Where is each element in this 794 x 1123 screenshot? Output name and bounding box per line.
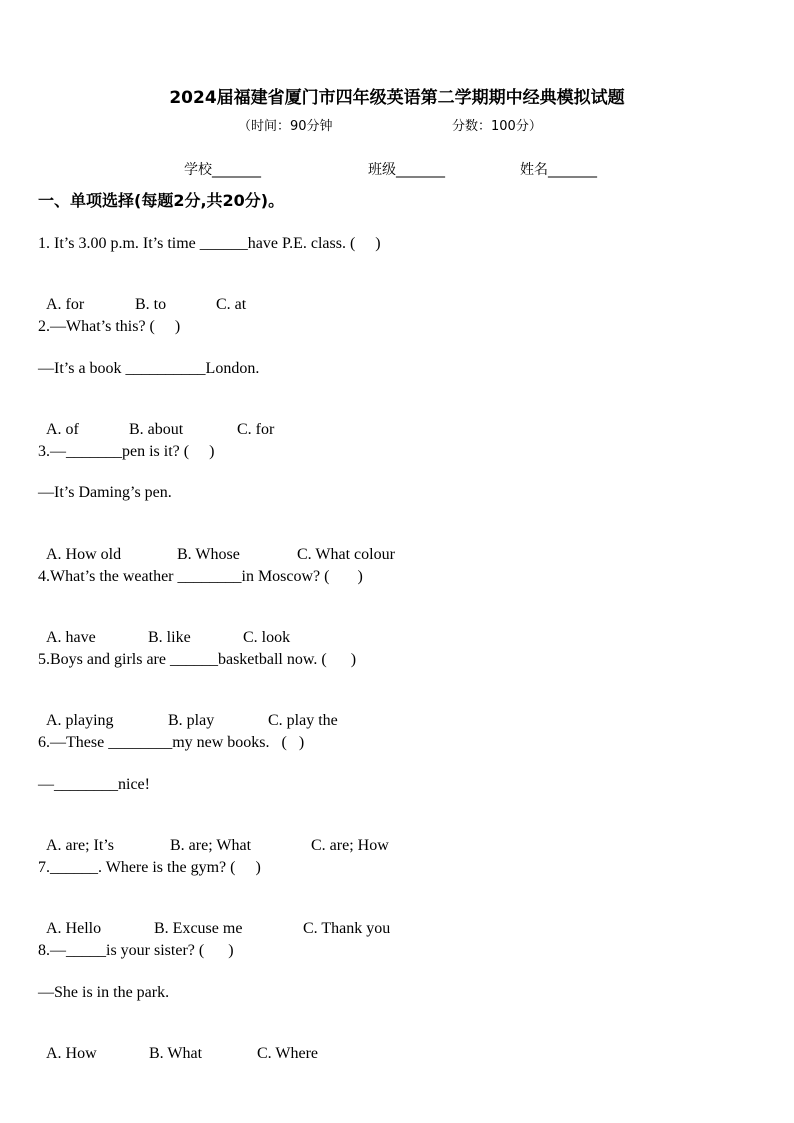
option-c: C. play the (268, 712, 338, 729)
option-c: C. What colour (297, 546, 395, 563)
option-b: B. about (129, 421, 184, 438)
class-field: 班级_______ (368, 162, 445, 178)
option-b: B. are; What (170, 837, 252, 854)
question-4-text: 4.What’s the weather ________in Moscow? ( ) (38, 568, 363, 585)
question-3-options (38, 525, 395, 565)
exam-score: 分数：100分） (452, 119, 542, 134)
question-2-text: 2.—What’s this? ( ) (38, 318, 181, 335)
option-b: B. What (149, 1045, 203, 1062)
option-a: A. How old (46, 546, 122, 563)
question-2-options (38, 400, 274, 440)
exam-time: （时间：90分钟 (238, 119, 333, 134)
question-7-text: 7.______. Where is the gym? ( ) (38, 859, 261, 876)
name-field: 姓名_______ (520, 162, 597, 178)
question-1-text: 1. It’s 3.00 p.m. It’s time ______have P.E. class. ( ) (38, 235, 381, 252)
option-c: C. for (237, 421, 275, 438)
question-6-text: 6.—These ________my new books. ( ) (38, 734, 305, 751)
option-a: A. have (46, 629, 96, 646)
option-c: C. at (216, 296, 247, 313)
question-1-options (38, 275, 246, 315)
option-c: C. Thank you (303, 920, 391, 937)
option-a: A. for (46, 296, 85, 313)
question-6-answer-line: —________nice! (38, 776, 150, 793)
option-b: B. play (168, 712, 215, 729)
exam-title: 2024届福建省厦门市四年级英语第二学期期中经典模拟试题 (169, 88, 625, 108)
option-c: C. are; How (311, 837, 389, 854)
question-5-text: 5.Boys and girls are ______basketball now. ( ) (38, 651, 357, 668)
option-b: B. to (135, 296, 167, 313)
question-3-text: 3.—_______pen is it? ( ) (38, 443, 215, 460)
option-a: A. Hello (46, 920, 102, 937)
question-8-text: 8.—_____is your sister? ( ) (38, 942, 234, 959)
question-8-options (38, 1024, 318, 1064)
school-field: 学校_______ (184, 162, 261, 178)
option-b: B. Excuse me (154, 920, 243, 937)
question-7-options (38, 899, 390, 939)
option-a: A. of (46, 421, 79, 438)
question-2-answer-line: —It’s a book __________London. (38, 360, 260, 377)
option-a: A. How (46, 1045, 97, 1062)
question-3-answer-line: —It’s Daming’s pen. (38, 484, 172, 501)
option-b: B. like (148, 629, 191, 646)
option-c: C. look (243, 629, 291, 646)
question-6-options (38, 816, 389, 856)
option-a: A. are; It’s (46, 837, 114, 854)
section-heading: 一、单项选择(每题2分,共20分)。 (38, 191, 285, 210)
question-8-answer-line: —She is in the park. (38, 984, 170, 1001)
option-c: C. Where (257, 1045, 319, 1062)
option-a: A. playing (46, 712, 114, 729)
question-4-options (38, 608, 290, 648)
option-b: B. Whose (177, 546, 240, 563)
question-5-options (38, 691, 338, 731)
